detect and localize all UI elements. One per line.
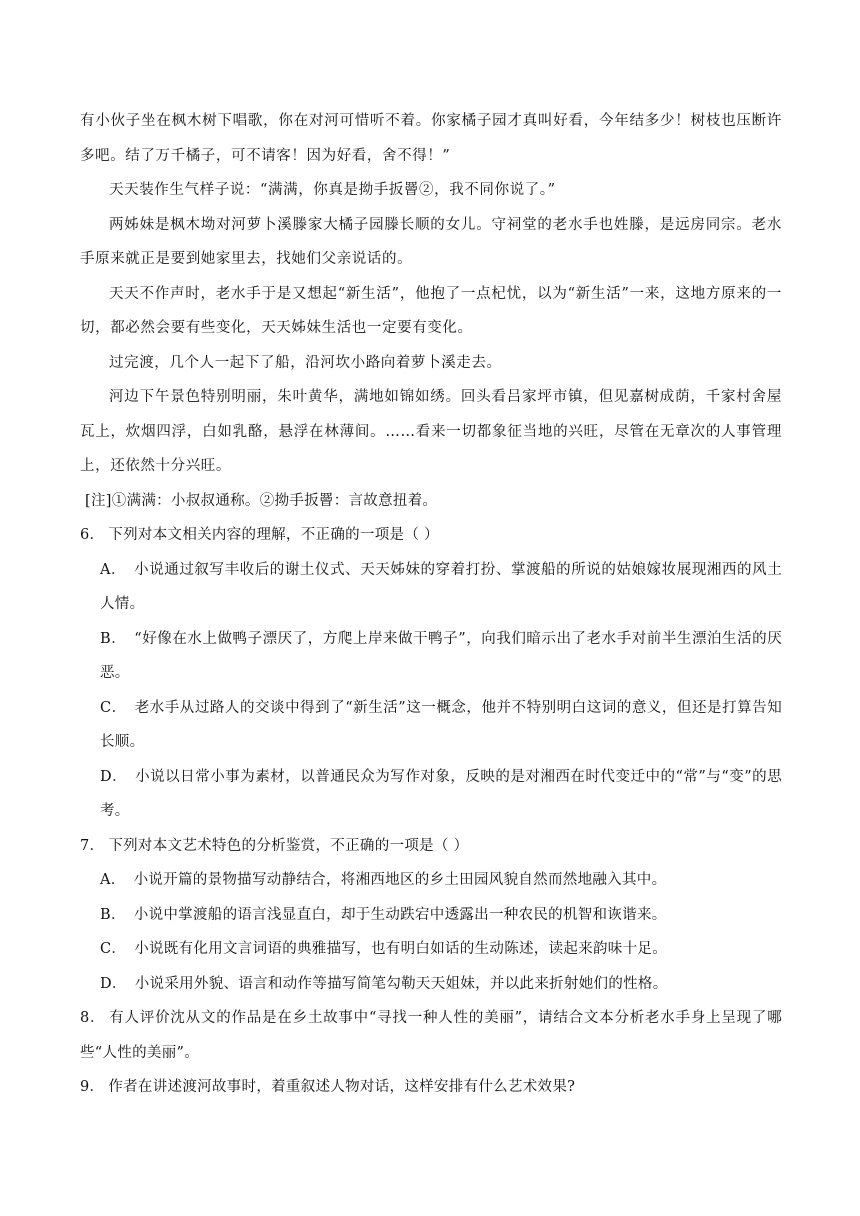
option-text: “好像在水上做鸭子漂厌了，方爬上岸来做干鸭子”，向我们暗示出了老水手对前半生漂泊生活的厌恶。 <box>100 630 782 681</box>
option-c <box>80 691 782 760</box>
option-d <box>80 967 782 1002</box>
question-number: 8． <box>80 1010 106 1026</box>
question-stem <box>80 829 782 864</box>
passage-paragraph-3: 两姊妹是枫木坳对河萝卜溪滕家大橘子园滕长顺的女儿。守祠堂的老水手也姓滕，是远房同宗。老水手原来就正是要到她家里去，找她们父亲说话的。 <box>80 216 782 267</box>
option-text: 小说既有化用文言词语的典雅描写，也有明白如话的生动陈述，读起来韵味十足。 <box>134 941 667 957</box>
option-text: 小说采用外貌、语言和动作等描写简笔勾勒天天姐妹，并以此来折射她们的性格。 <box>134 975 668 992</box>
option-label: A． <box>100 872 126 888</box>
question-6 <box>80 518 782 829</box>
option-c <box>80 932 782 967</box>
question-number: 7． <box>80 837 105 854</box>
question-number: 9． <box>80 1079 105 1095</box>
option-a <box>80 553 782 622</box>
option-d <box>80 760 782 829</box>
question-text: 作者在讲述渡河故事时，着重叙述人物对话，这样安排有什么艺术效果? <box>108 1079 576 1095</box>
option-text: 老水手从过路人的交谈中得到了“新生活”这一概念，他并不特别明白这词的意义，但还是打算告知长顺。 <box>100 699 782 750</box>
option-label: D． <box>100 975 127 992</box>
question-number: 6． <box>80 527 105 543</box>
question-9 <box>80 1070 782 1105</box>
option-text: 小说开篇的景物描写动静结合，将湘西地区的乡土田园风貌自然而然地融入其中。 <box>133 872 667 888</box>
option-label: C． <box>100 941 127 957</box>
question-8 <box>80 1001 782 1070</box>
option-text: 小说中掌渡船的语言浅显直白，却于生动跌宕中透露出一种农民的机智和诙谐来。 <box>133 906 667 923</box>
question-text: 下列对本文艺术特色的分析鉴赏，不正确的一项是（ ） <box>108 837 469 854</box>
option-label: A． <box>100 561 127 578</box>
passage-paragraph-2: 天天装作生气样子说：“满满，你真是拗手扳罾②，我不同你说了。” <box>109 182 556 198</box>
question-text: 下列对本文相关内容的理解，不正确的一项是（ ） <box>108 527 439 543</box>
passage-paragraph-1: 有小伙子坐在枫木树下唱歌，你在对河可惜听不着。你家橘子园才真叫好看，今年结多少！树枝也压断许多吧。结了万千橘子，可不请客！因为好看，舍不得！” <box>80 113 782 164</box>
option-label: D． <box>100 768 128 785</box>
option-a <box>80 863 782 898</box>
option-label: C． <box>100 699 127 716</box>
option-text: 小说通过叙写丰收后的谢土仪式、天天姊妹的穿着打扮、掌渡船的所说的姑娘嫁妆展现湘西的风土人情。 <box>100 561 782 612</box>
passage-footnote: [注]①满满：小叔叔通称。②拗手扳罾：言故意扭着。 <box>85 492 438 509</box>
question-7 <box>80 829 782 1002</box>
question-text: 有人评价沈从文的作品是在乡土故事中“寻找一种人性的美丽”，请结合文本分析老水手身上呈现了哪些“人性的美丽”。 <box>80 1010 782 1061</box>
passage-paragraph-6: 河边下午景色特别明丽，朱叶黄华，满地如锦如绣。回头看吕家坪市镇，但见嘉树成荫，千家村舍屋瓦上，炊烟四浮，白如乳酪，悬浮在林薄间。……看来一切都象征当地的兴旺，尽管在无章次的人事管理上，还依然十分兴旺。 <box>80 389 782 474</box>
question-stem <box>80 1001 782 1070</box>
passage <box>80 104 782 484</box>
passage-paragraph-4: 天天不作声时，老水手于是又想起“新生活”，他抱了一点杞忧，以为“新生活”一来，这地方原来的一切，都必然会要有些变化，天天姊妹生活也一定要有变化。 <box>80 285 782 336</box>
question-stem <box>80 1070 782 1105</box>
option-label: B． <box>100 906 126 923</box>
option-text: 小说以日常小事为素材，以普通民众为写作对象，反映的是对湘西在时代变迁中的“常”与“变”的思考。 <box>100 768 782 819</box>
passage-paragraph-5: 过完渡，几个人一起下了船，沿河坎小路向着萝卜溪走去。 <box>109 354 502 371</box>
option-label: B． <box>100 630 127 647</box>
option-b <box>80 622 782 691</box>
question-stem <box>80 518 782 553</box>
option-b <box>80 898 782 933</box>
